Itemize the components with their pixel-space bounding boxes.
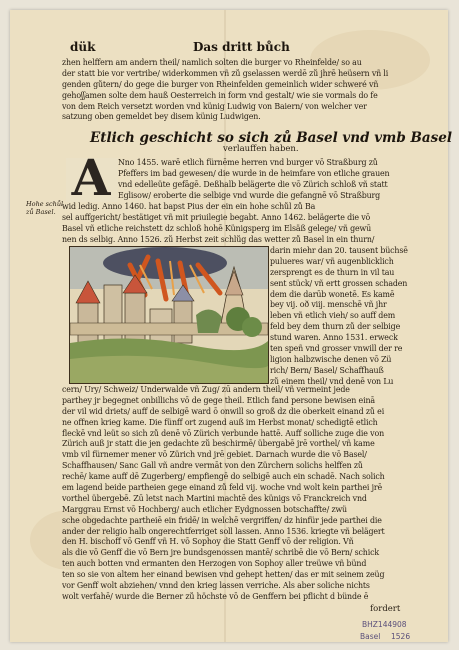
text-line: sche obgedachte partheiē ein fridē/ in welchē vergriffen/ dz hinfür jede parthei die [62,515,382,525]
text-line: ten speñ vnd grosser vnwill der re [270,344,403,354]
text-line: feld bey dem thurn zů der selbige [270,322,401,332]
text-line: dem die darūb wonetē. Es kamē [270,289,395,299]
text-line: satzung oben gemeldet bey disem künig Ludwigen. [62,112,261,122]
running-header-title: Das dritt bůch [193,40,290,54]
text-line: der statt bie vor vertribe/ widerkommen vñ zů gselassen werdē zů jhrē heüsern vñ li [62,68,389,78]
text-line: Schaffhausen/ Sanc Gall vñ andre vermāt von den Zürchern solichs helffen zů [62,461,363,471]
text-line: zů einem theil/ vnd denē von Lu [270,376,394,386]
text-line: von dem Reich versetzt worden vnd künig Ludwig von Baiern/ von welcher ver [62,101,367,111]
text-line: genden gůtern/ do gege die burger von Rheinfelden gemeinlich wider schweré vñ [62,79,379,89]
text-line: gehoʃʃamen solte dem hauß Oesterreich in form vnd gestalt/ wie sie vormals do fe [62,90,378,100]
section-subtitle: verlauffen haben. [223,144,299,154]
woodcut-illustration [69,246,269,384]
text-line: sel auffgericht/ bestätiget vñ mit priuilegie begabt. Anno 1462. belägerte die vō [62,212,371,222]
inventory-note: Basel [360,632,381,641]
paragraph-text-full [62,202,414,246]
running-header-left: dük [70,40,96,54]
drop-cap: A [71,148,111,207]
section-title: Etlich geschicht so sich zů Basel vnd vmb Basel [90,130,452,146]
inventory-code: BHZ144908 [362,620,407,629]
text-line: leben vñ etlich vieh/ so auff dem [270,311,396,321]
margin-note-line: Hohe schůl [26,200,64,208]
text-line: em lagend beide partheien gege einand zů feld vij. woche vnd wolt kein parthei jrē [62,483,383,493]
text-line: sent stück/ vñ ertt grossen schaden [270,278,408,288]
text-line: Zürich auß jr statt die jen gedachte zů beschirmē/ übergabē jrē vorthel/ vñ kame [62,439,375,449]
text-line: den H. bischoff vō Genff vñ H. vō Sophoy die Statt Genff vō der religion. Vñ [62,537,354,547]
text-line: Marggrau Ernst vō Hochberg/ auch etlicher Eydgnossen botschaffte/ zwü [62,504,347,514]
text-line: ander der religio halb ongerechtferriget soll lassen. Anno 1536. kriegte vñ belägert [62,526,385,536]
text-line: parthey jr begegnet onbillichs vō de gege theil. Etlich fand persone bewisen einā [62,395,375,405]
text-line: ten so sie von altem her einand bewisen vnd gehept hetten/ das er mit seinem zeüg [62,570,385,580]
bottom-text [62,385,414,603]
catchword: fordert [370,604,401,614]
text-line: vor Genff wolt abziehen/ vnnd den krieg lassen verriche. Als aber soliche nichts [62,581,370,591]
right-column-text [270,246,414,388]
text-line: vorthel übergebē. Zū letst nach Martini machtē des künigs vō Franckreich vnd [62,493,367,503]
text-line: fleckē vnd leüt so sich zů denē vō Zürich verbunde hattē. Auff solliche zuge die von [62,428,384,438]
text-line: darin miehr dan 20. tausent büchsē [270,246,408,255]
text-line: nen ds selbig. Anno 1526. zů Herbst zeit schlůg das wetter zů Basel in ein thurn/ [62,234,375,244]
castle-lightning-woodcut [70,247,268,383]
text-line: vmb vil fürnemer mener vō Zürich vnd jrē gebiet. Darnach wurde die vō Basel/ [62,450,367,460]
text-line: als die vō Genff die vō Bern jre bundsgenossen mantē/ schribē die vō Bern/ schick [62,548,380,558]
text-line: zersprengt es de thurn in vil tau [270,267,395,277]
text-line: Eglisow/ eroberte die selbige vnd wurde die gefangnē vō Straßburg [118,190,381,200]
paragraph-text-top [118,158,414,202]
margin-note [26,200,63,216]
margin-note-line: zů Basel. [26,208,56,216]
text-line: Nno 1455. warē etlich fürnēme herren vnd burger vō Straßburg zů [118,158,378,167]
text-line: der vil wid driets/ auff de selbigē ward ō onwill so groß dz die oberkeit einand zů ei [62,406,385,416]
text-line: wid ledig. Anno 1460. hat bapst Pius der ein ein hohe schůl zů Ba [62,202,316,211]
text-line: vnd edelleüte gefāgē. Deßhalb belägerte die vō Zürich schloß vñ statt [118,179,388,189]
text-line: wolt verfahē/ wurde die Berner zů höchste vō de Genffern bei pflicht d̄ bünde ē [62,591,369,601]
text-line: Pfeffers im bad gewesen/ die wurde in de heimfare von etliche grauen [118,168,390,178]
text-line: rich/ Bern/ Basel/ Schaffhauß [270,365,384,375]
intro-text [62,58,414,123]
inventory-year: 1526 [391,632,411,641]
text-line: ligion halbzwische denen vō Zü [270,354,392,364]
text-line: ten auch botten vnd ermanten den Herzogen von Sophoy aller treüwe vñ bünd [62,559,367,569]
text-line: stund waren. Anno 1531. erweck [270,333,398,343]
text-line: ne offnen krieg kame. Die fünff ort zugend auß im Herbst monat/ schedigtē etlich [62,417,378,427]
text-line: rechē/ kame auff dē Zugerberg/ empfiengē do selbigē auch ein schadē. Nach solich [62,472,385,482]
text-line: cern/ Ury/ Schweiz/ Underwalde vñ Zug/ zū andern theil/ vñ vermeint jede [62,385,350,394]
text-line: bey vij. oð viij. menschē vñ jhr [270,300,387,310]
text-line: zhen helffern am andern theil/ namlich solten die burger vo Rheinfelde/ so au [62,58,362,67]
text-line: pulueres war/ vñ augenblicklich [270,256,394,266]
text-line: Basel vñ etliche reichstett dz schloß hohē Künigsperg im Elsäß gelege/ vñ gewū [62,223,372,233]
